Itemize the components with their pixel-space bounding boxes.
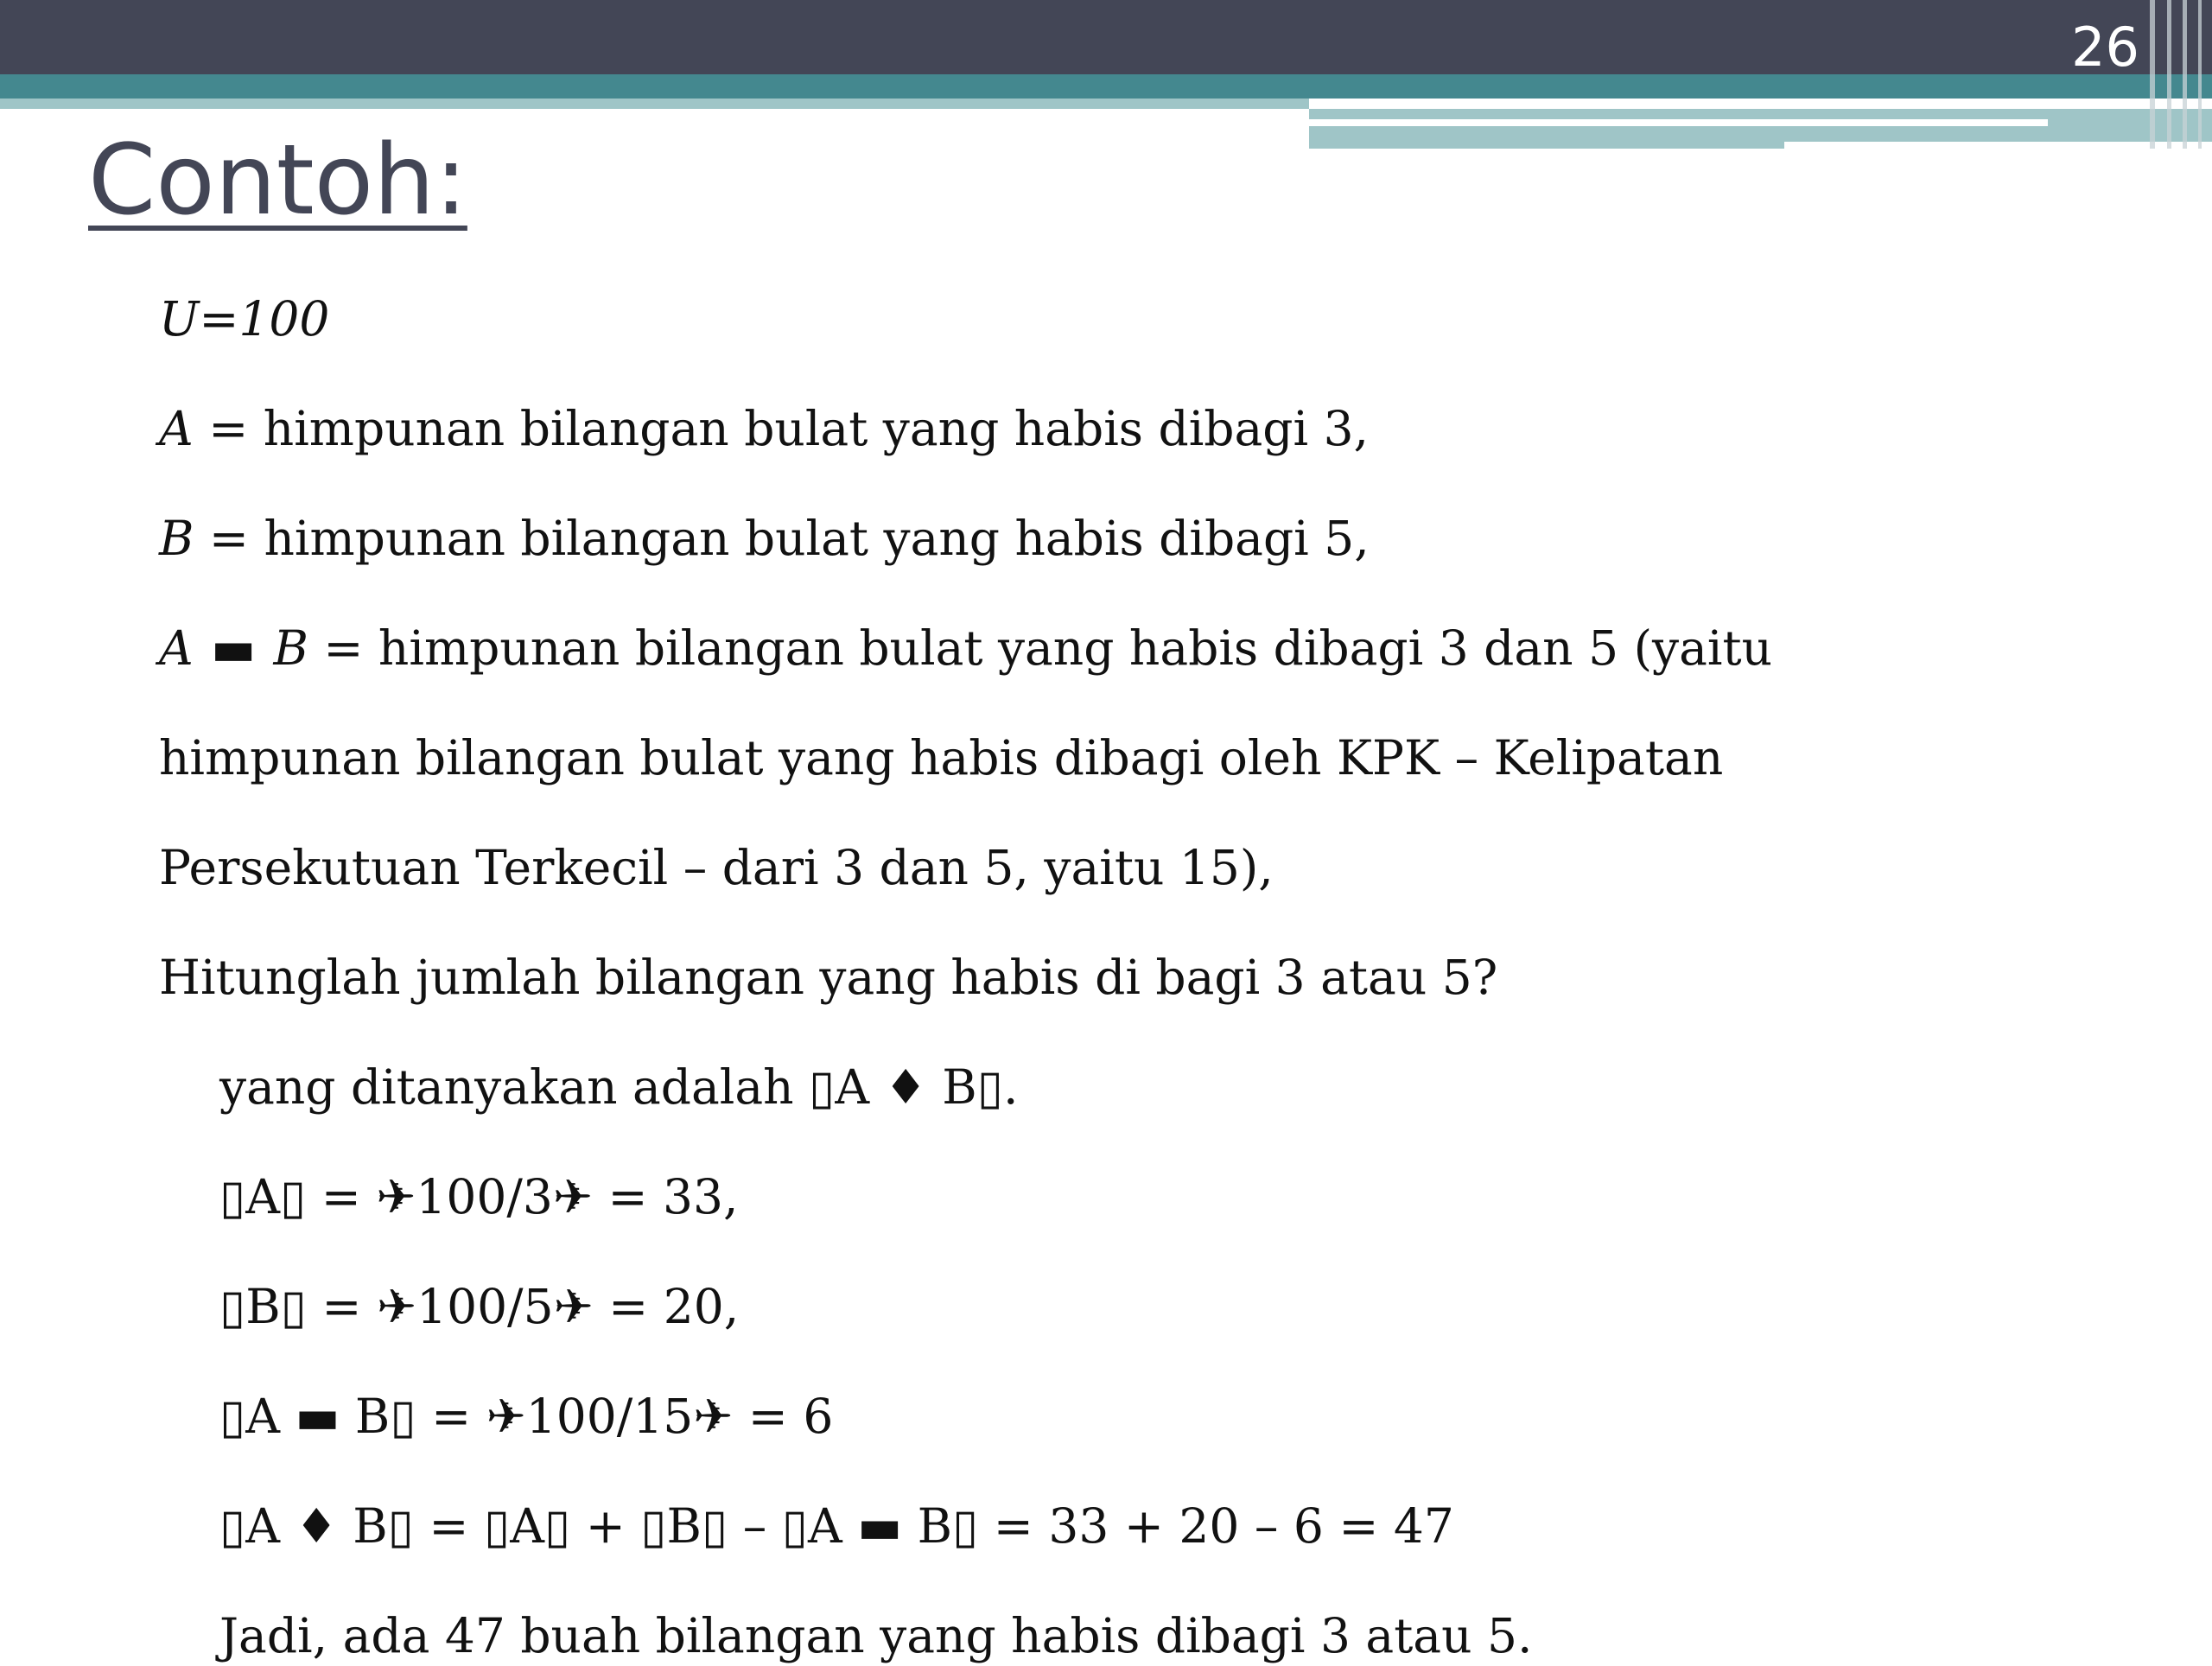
intersection-text: Persekutuan Terkecil – dari 3 dan 5, yaitu 15), — [159, 840, 1274, 895]
asked-text: yang ditanyakan adalah ▯A ♦ B▯. — [219, 1059, 1019, 1115]
line-conclusion — [219, 1606, 1532, 1666]
header-vertical-line — [2198, 0, 2202, 149]
intersection-text: himpunan bilangan bulat yang habis dibagi oleh KPK – Kelipatan — [159, 730, 1724, 785]
line-result — [219, 1496, 1454, 1556]
result-text: ▯A ♦ B▯ = ▯A▯ + ▯B▯ – ▯A ▬ B▯ = 33 + 20 – 6 = 47 — [219, 1498, 1454, 1554]
header-strip — [1784, 126, 2212, 142]
count-b-text: ▯B▯ = ✈100/5✈ = 20, — [219, 1279, 740, 1334]
line-set-a — [159, 398, 1369, 459]
line-universe — [159, 289, 329, 349]
line-asked — [219, 1057, 1018, 1117]
set-b-symbol: B — [159, 511, 194, 566]
set-b-definition: = himpunan bilangan bulat yang habis dibagi 5, — [194, 511, 1370, 566]
set-a-symbol: A — [159, 401, 194, 456]
header-strip — [1309, 126, 1784, 149]
intersection-definition: = himpunan bilangan bulat yang habis dibagi 3 dan 5 (yaitu — [308, 620, 1772, 676]
header-band-dark — [0, 0, 2212, 74]
count-a-text: ▯A▯ = ✈100/3✈ = 33, — [219, 1169, 739, 1224]
line-count-ab — [219, 1386, 833, 1447]
intersection-b: B — [273, 620, 308, 676]
set-a-definition: = himpunan bilangan bulat yang habis dibagi 3, — [193, 401, 1370, 456]
header-band-teal — [0, 74, 2212, 99]
header-line — [1309, 119, 2048, 126]
line-set-b — [159, 508, 1370, 569]
line-intersection-cont-2 — [159, 837, 1274, 898]
intersection-a: A — [159, 620, 194, 676]
intersection-glyph: ▬ — [211, 620, 257, 676]
header-band-light — [0, 99, 1309, 109]
line-intersection-cont-1 — [159, 728, 1723, 788]
line-intersection — [159, 618, 1772, 678]
line-question — [159, 947, 1497, 1008]
header-vertical-line — [2183, 0, 2187, 149]
count-ab-text: ▯A ▬ B▯ = ✈100/15✈ = 6 — [219, 1389, 834, 1444]
conclusion-text: Jadi, ada 47 buah bilangan yang habis dibagi 3 atau 5. — [219, 1608, 1533, 1663]
slide-title: Contoh: — [88, 124, 467, 237]
header-vertical-line — [2150, 0, 2155, 149]
line-count-a — [219, 1167, 739, 1227]
header-vertical-line — [2167, 0, 2171, 149]
line-count-b — [219, 1276, 739, 1337]
question-text: Hitunglah jumlah bilangan yang habis di bagi 3 atau 5? — [159, 950, 1498, 1005]
universe-text: U=100 — [159, 291, 330, 347]
slide-number: 26 — [2071, 16, 2139, 79]
